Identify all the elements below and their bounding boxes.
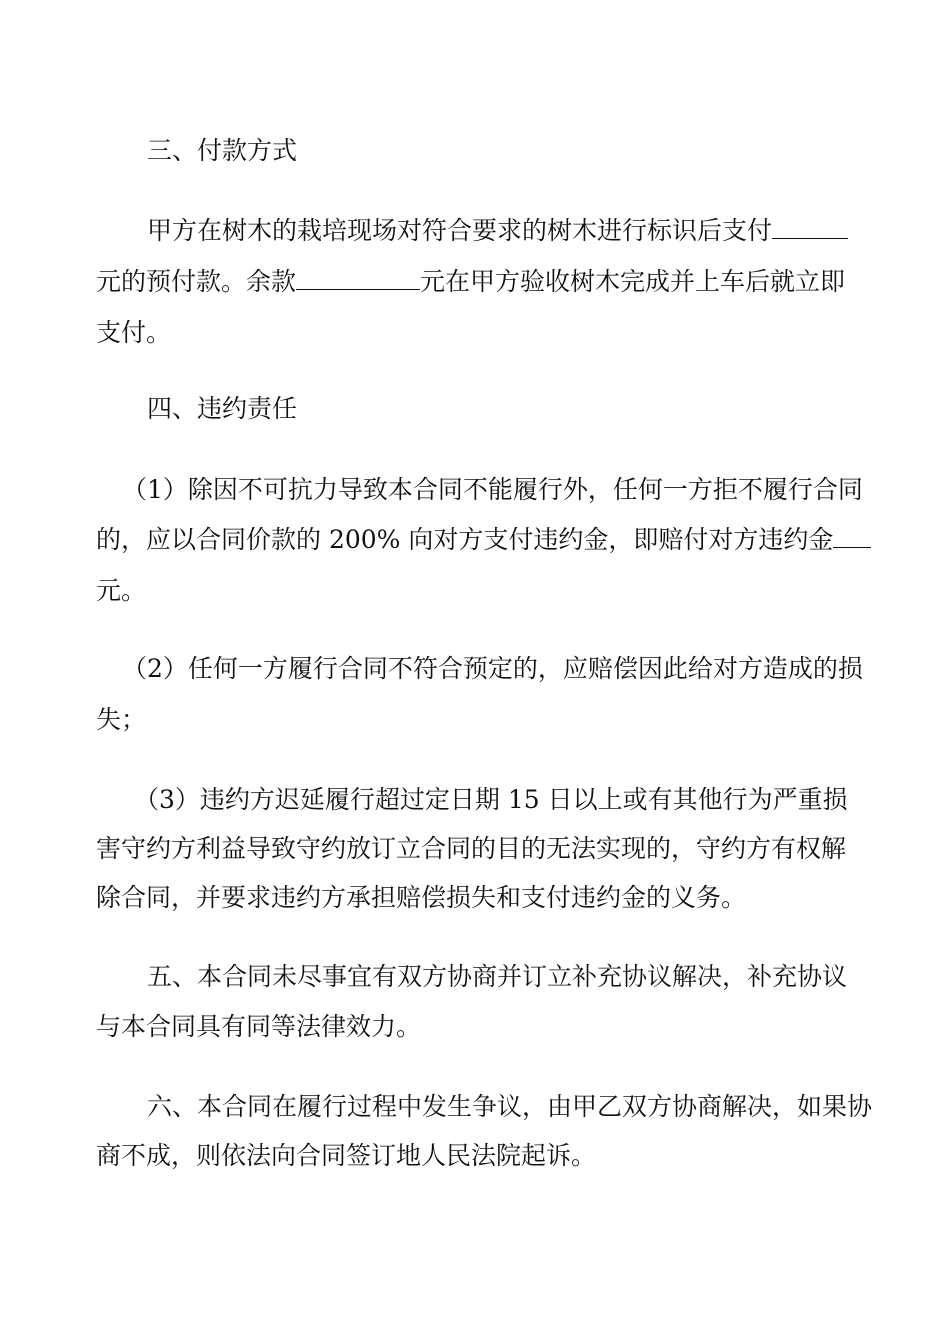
- clause-5-line-1: 五、本合同未尽事宜有双方协商并订立补充协议解决，补充协议: [147, 962, 848, 991]
- breach-heading: 四、违约责任: [147, 394, 298, 423]
- breach-clause-3-line-3: 除合同，并要求违约方承担赔偿损失和支付违约金的义务。: [96, 883, 747, 912]
- clause-6-line-2: 商不成，则依法向合同签订地人民法院起诉。: [96, 1141, 597, 1170]
- payment-paragraph-line-2: [96, 262, 845, 302]
- clause-5-line-2: 与本合同具有同等法律效力。: [96, 1012, 422, 1041]
- payment-text-2b: 元在甲方验收树木完成并上车后就立即: [420, 267, 846, 296]
- breach-clause-3-line-1: （3）违约方迟延履行超过定日期 15 日以上或有其他行为严重损: [134, 785, 848, 814]
- payment-heading: 三、付款方式: [147, 136, 298, 165]
- breach-clause-2-line-2: 失；: [96, 705, 147, 734]
- payment-text-1: 甲方在树木的栽培现场对符合要求的树木进行标识后支付: [147, 216, 773, 245]
- payment-paragraph-line-1: [147, 211, 848, 251]
- balance-amount-blank: [296, 267, 420, 290]
- breach-clause-1-text-2: 的，应以合同价款的 200% 向对方支付违约金，即赔付对方违约金: [96, 525, 834, 554]
- breach-clause-2-line-1: （2）任何一方履行合同不符合预定的，应赔偿因此给对方造成的损: [122, 654, 863, 683]
- breach-clause-1-line-2: [96, 520, 871, 560]
- clause-6-line-1: 六、本合同在履行过程中发生争议，由甲乙双方协商解决，如果协: [147, 1092, 873, 1121]
- penalty-amount-blank: [833, 525, 871, 548]
- breach-clause-1-line-3: 元。: [96, 576, 147, 605]
- breach-clause-1-line-1: （1）除因不可抗力导致本合同不能履行外，任何一方拒不履行合同: [122, 475, 863, 504]
- breach-clause-3-line-2: 害守约方利益导致守约放订立合同的目的无法实现的，守约方有权解: [96, 834, 847, 863]
- payment-text-2a: 元的预付款。余款: [96, 267, 297, 296]
- prepayment-amount-blank: [772, 216, 848, 239]
- payment-paragraph-line-3: 支付。: [96, 318, 172, 347]
